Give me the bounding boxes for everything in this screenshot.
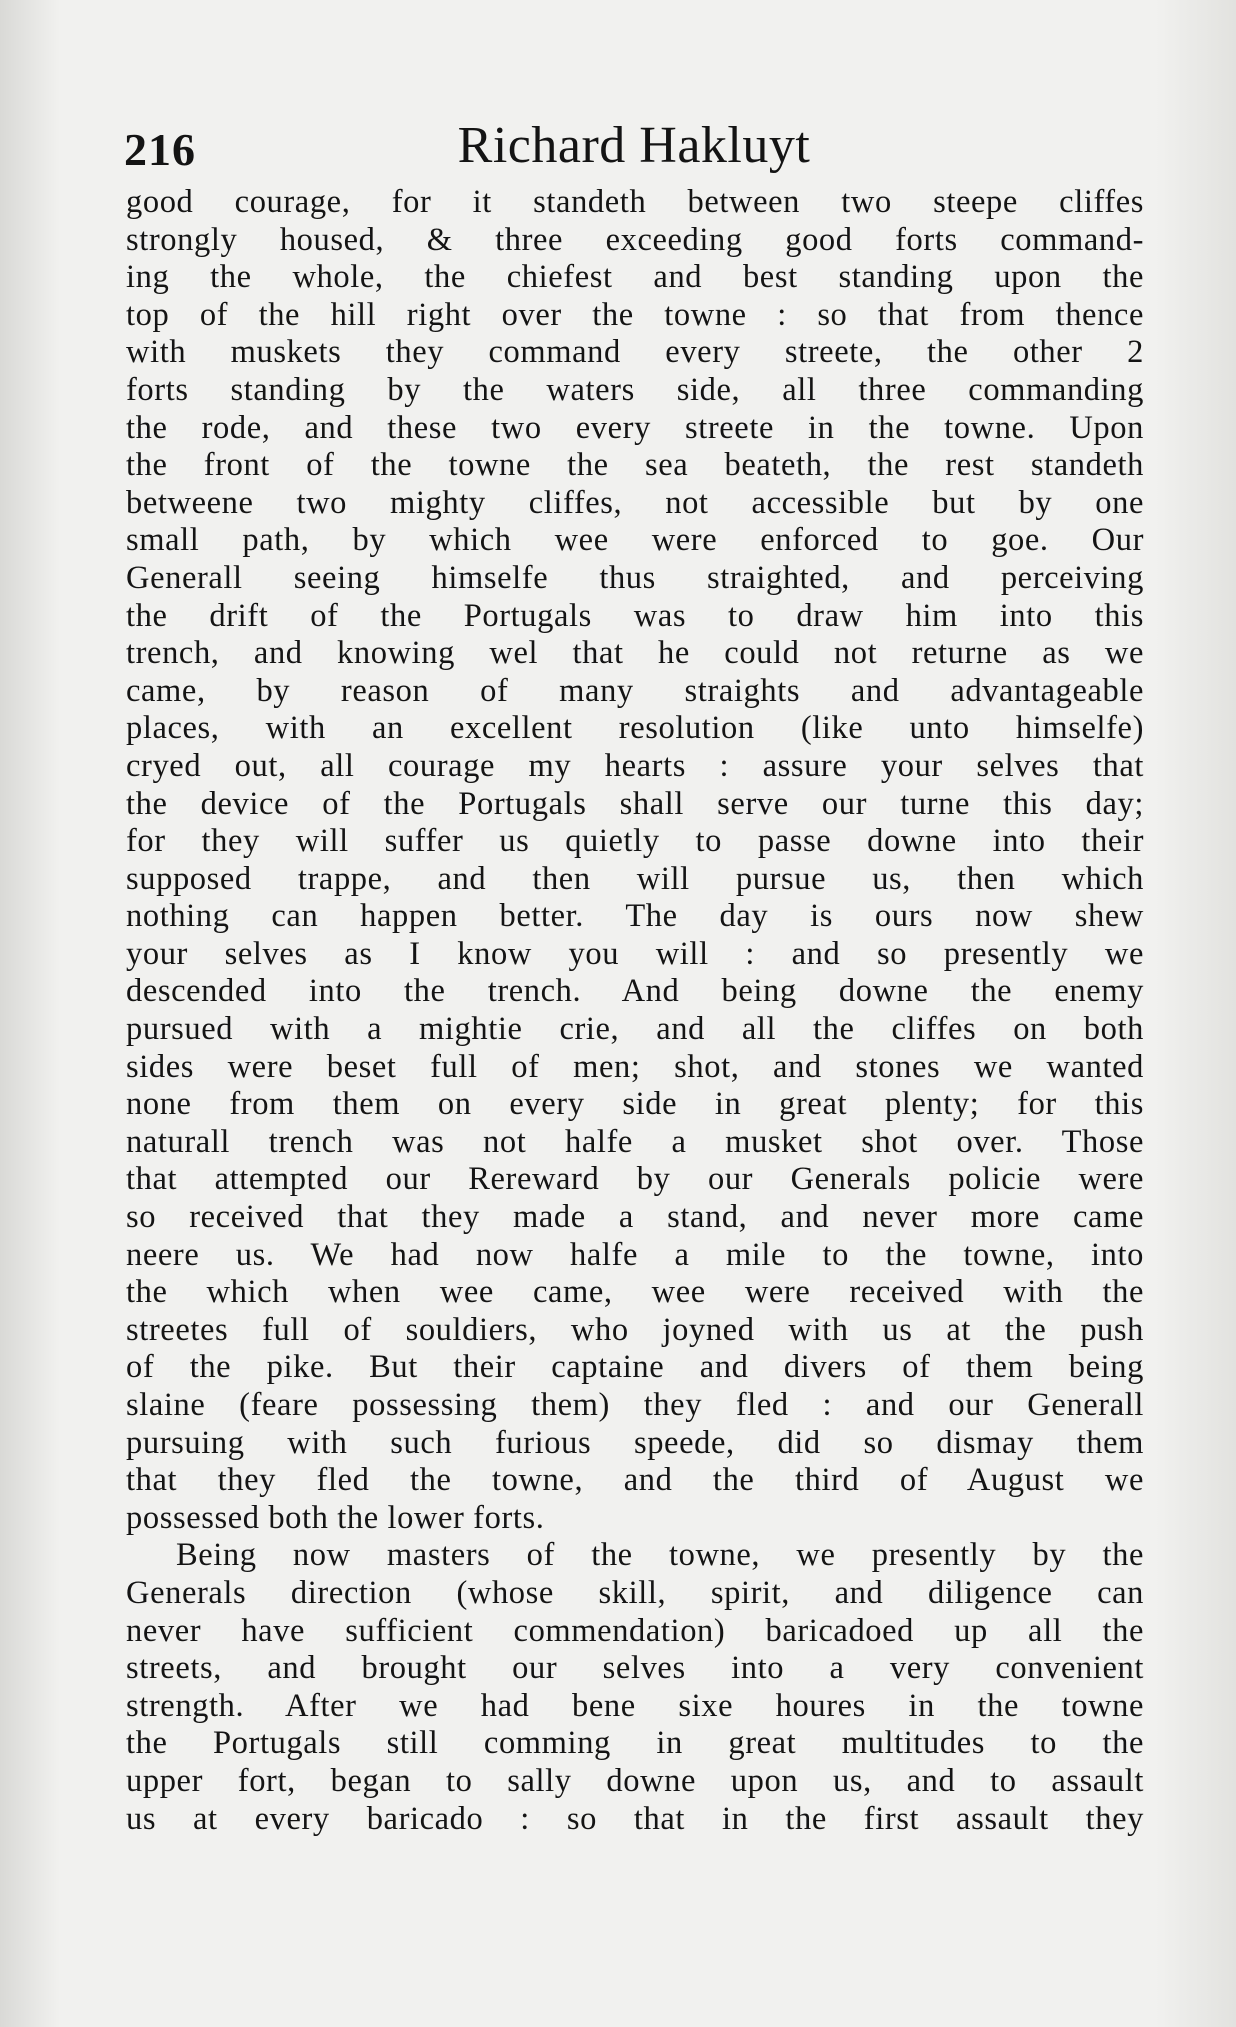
text-line: trench, and knowing wel that he could not returne as we [126, 635, 1144, 672]
text-line: top of the hill right over the towne : so that from thence [126, 296, 1144, 333]
text-line: good courage, for it standeth between two steepe cliffes [126, 184, 1144, 220]
text-line: the drift of the Portugals was to draw him into this [126, 597, 1144, 634]
text-line: the device of the Portugals shall serve our turne this day; [126, 785, 1144, 822]
text-line: places, with an excellent resolution (like unto himselfe) [126, 710, 1144, 747]
text-line: pursued with a mightie crie, and all the cliffes on both [126, 1011, 1144, 1048]
body-text [126, 184, 1144, 1838]
text-line: strength. After we had bene sixe houres in the towne [126, 1687, 1144, 1724]
text-line: came, by reason of many straights and advantageable [126, 672, 1144, 709]
text-line: sides were beset full of men; shot, and stones we wanted [126, 1048, 1144, 1085]
text-line: Generals direction (whose skill, spirit, and diligence can [126, 1574, 1144, 1611]
text-line: betweene two mighty cliffes, not accessible but by one [126, 484, 1144, 521]
paragraph-end-line: possessed both the lower forts. [126, 1499, 545, 1536]
text-line: streetes full of souldiers, who joyned with us at the push [126, 1311, 1144, 1348]
running-title: Richard Hakluyt [457, 117, 811, 174]
text-line: forts standing by the waters side, all three commanding [126, 371, 1144, 408]
text-line: for they will suffer us quietly to passe downe into their [126, 823, 1144, 860]
text-line: nothing can happen better. The day is ours now shew [126, 898, 1144, 935]
scan-shadow-left [0, 0, 60, 2027]
text-line: cryed out, all courage my hearts : assure your selves that [126, 747, 1144, 784]
text-line: pursuing with such furious speede, did so dismay them [126, 1424, 1144, 1461]
text-line: descended into the trench. And being downe the enemy [126, 973, 1144, 1010]
page-header [124, 118, 1144, 182]
text-line: that attempted our Rereward by our Generals policie were [126, 1161, 1144, 1198]
text-line: upper fort, began to sally downe upon us, and to assault [126, 1762, 1144, 1799]
page-number: 216 [124, 124, 196, 175]
text-line: naturall trench was not halfe a musket shot over. Those [126, 1123, 1144, 1160]
text-line: none from them on every side in great plenty; for this [126, 1086, 1144, 1123]
scan-shadow-right [1156, 0, 1236, 2027]
text-line: so received that they made a stand, and never more came [126, 1199, 1144, 1236]
text-line: never have sufficient commendation) baricadoed up all the [126, 1612, 1144, 1649]
text-line: streets, and brought our selves into a very convenient [126, 1650, 1144, 1687]
paragraph-start-line: Being now masters of the towne, we presently by the [176, 1537, 1144, 1574]
text-line: strongly housed, & three exceeding good forts command- [126, 221, 1144, 258]
text-line: supposed trappe, and then will pursue us, then which [126, 860, 1144, 897]
text-line: the Portugals still comming in great multitudes to the [126, 1725, 1144, 1762]
text-line: us at every baricado : so that in the first assault they [126, 1800, 1144, 1837]
text-line: with muskets they command every streete, the other 2 [126, 334, 1144, 371]
text-line: ing the whole, the chiefest and best standing upon the [126, 259, 1144, 296]
text-line: small path, by which wee were enforced to goe. Our [126, 522, 1144, 559]
text-line: Generall seeing himselfe thus straighted, and perceiving [126, 559, 1144, 596]
text-line: the front of the towne the sea beateth, the rest standeth [126, 447, 1144, 484]
text-line: of the pike. But their captaine and divers of them being [126, 1349, 1144, 1386]
text-line: slaine (feare possessing them) they fled : and our Generall [126, 1387, 1144, 1423]
text-line: the which when wee came, wee were received with the [126, 1274, 1144, 1311]
text-line: that they fled the towne, and the third of August we [126, 1462, 1144, 1499]
text-line: your selves as I know you will : and so presently we [126, 935, 1144, 972]
text-line: the rode, and these two every streete in the towne. Upon [126, 409, 1144, 446]
text-line: neere us. We had now halfe a mile to the towne, into [126, 1236, 1144, 1273]
